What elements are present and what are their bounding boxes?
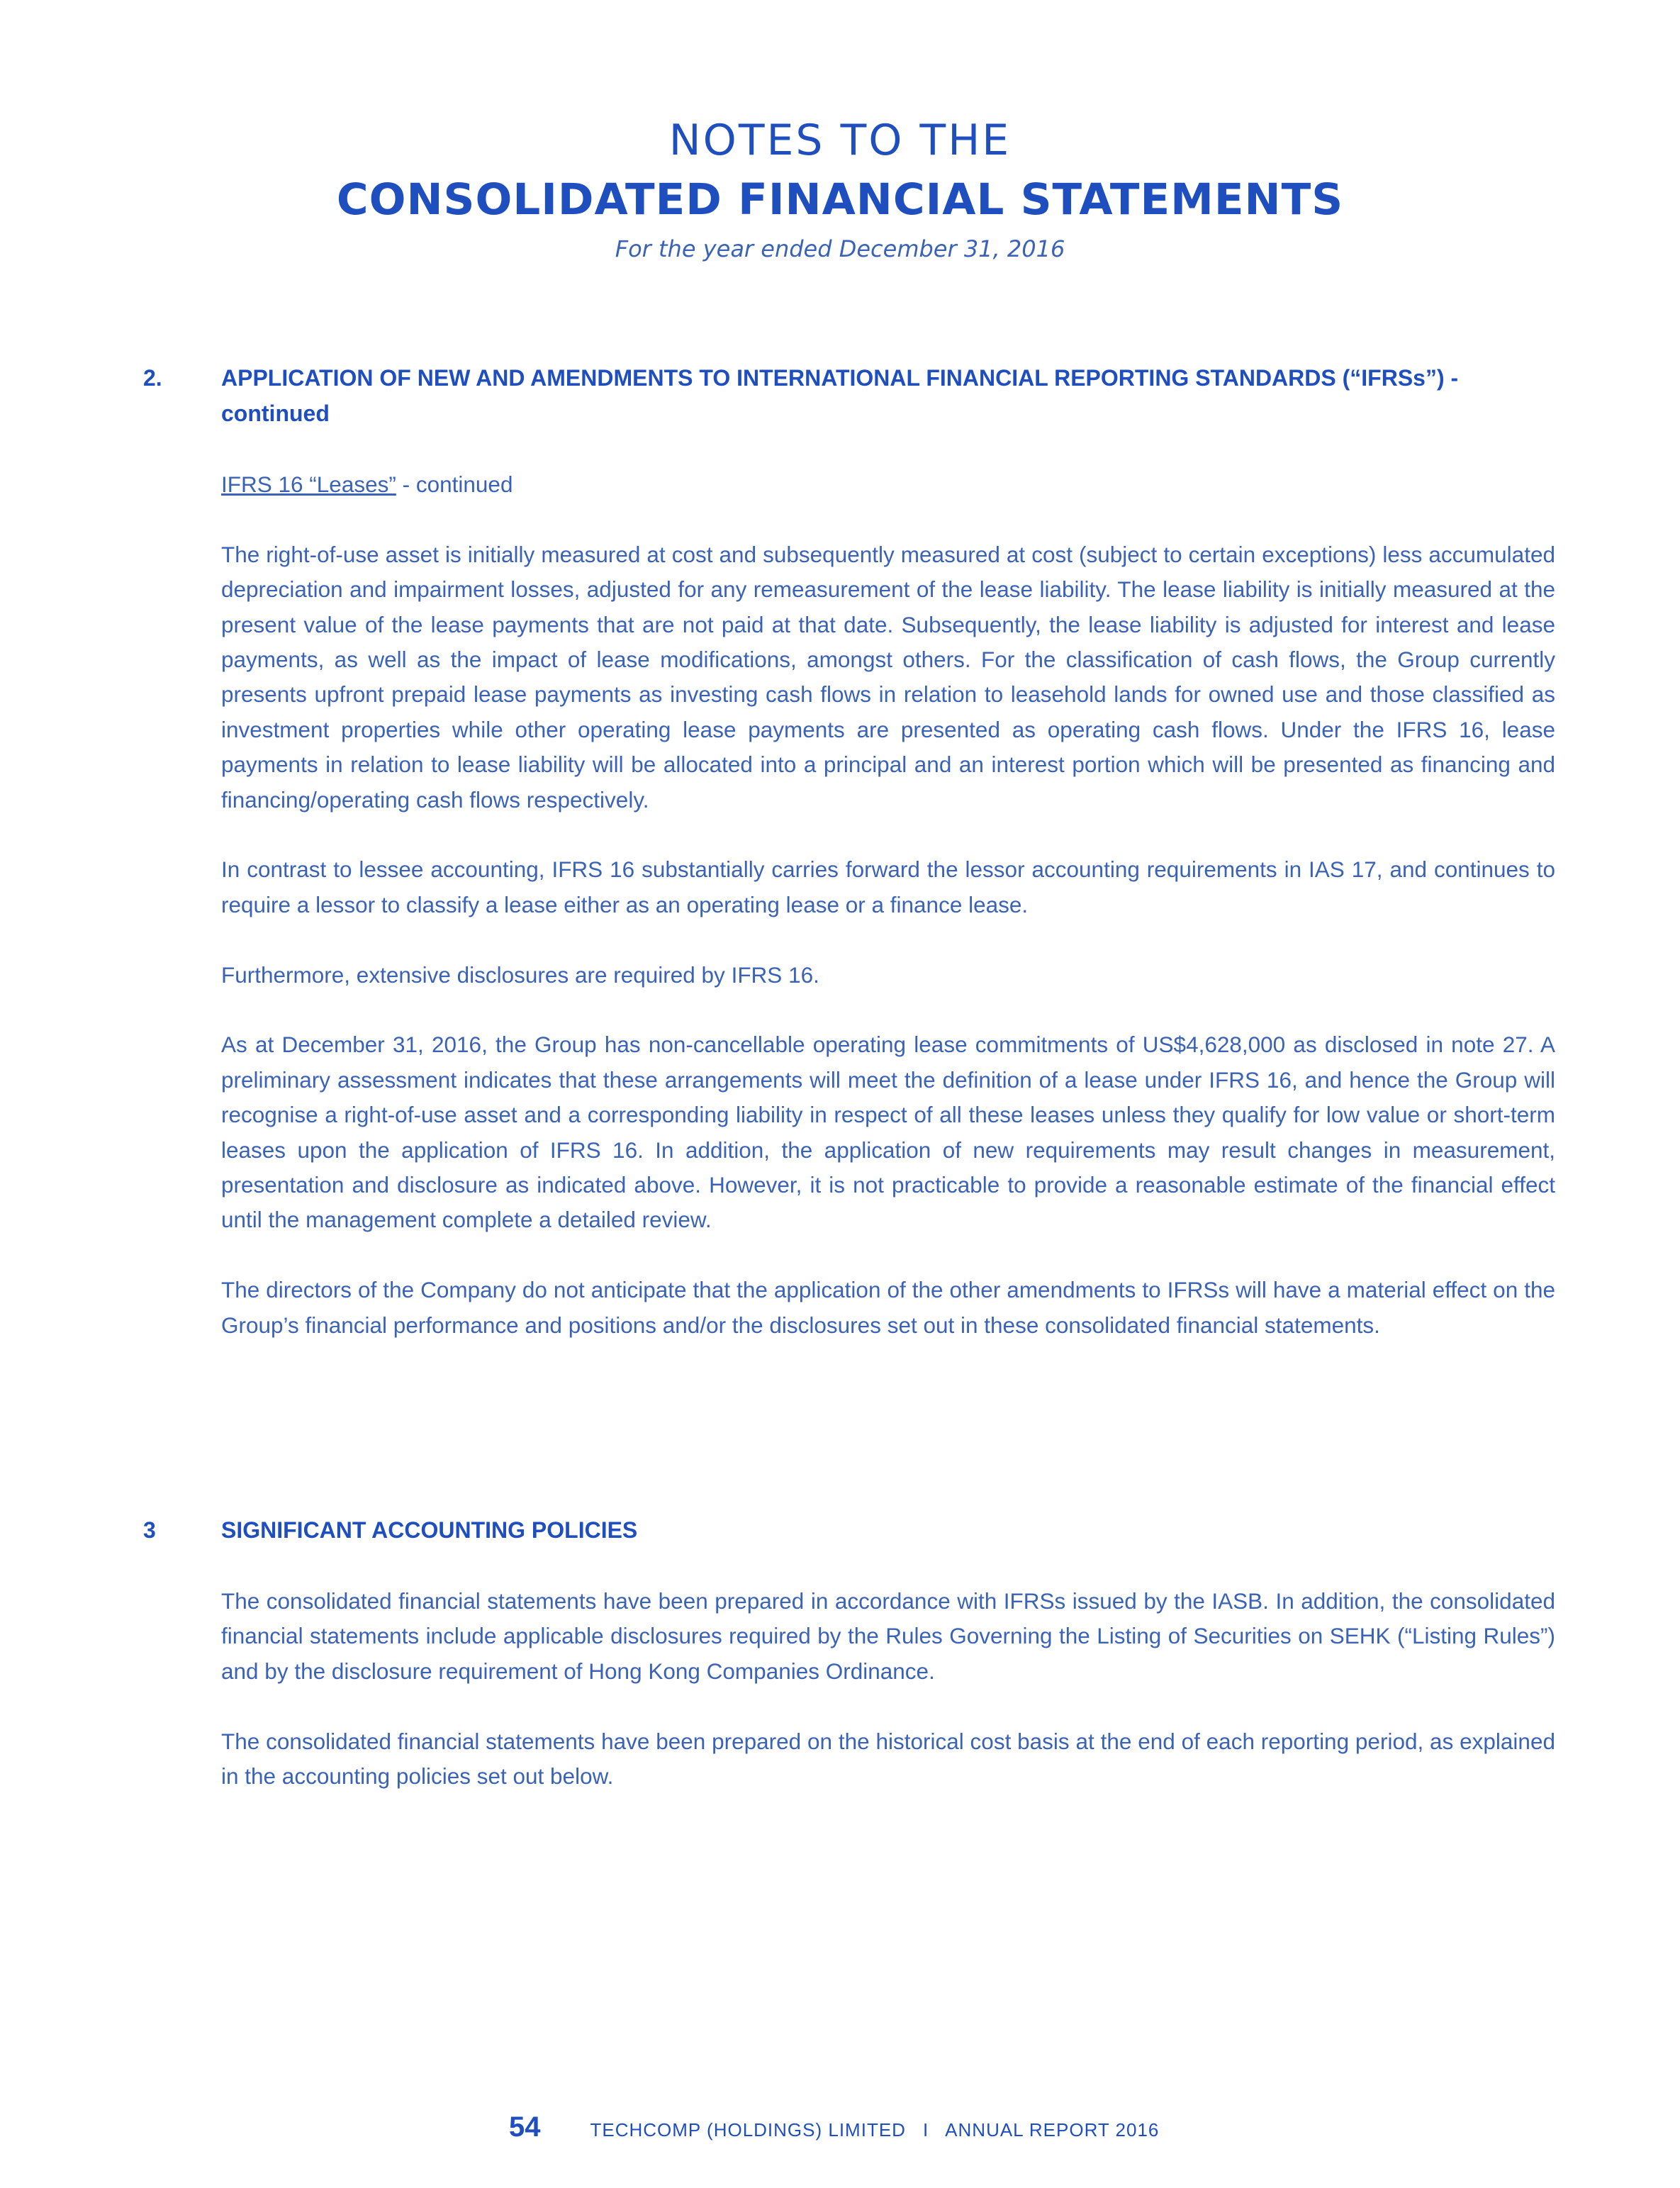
ifrs16-subheading xyxy=(221,467,1555,502)
section-3-number: 3 xyxy=(143,1517,156,1543)
section-2-title: APPLICATION OF NEW AND AMENDMENTS TO INTERNATIONAL FINANCIAL REPORTING STANDARDS (“IFRSs”) - continued xyxy=(221,365,1459,426)
section-2-paragraph: The right-of-use asset is initially measured at cost and subsequently measured at cost (subject to certain exceptions) less accumulated depreciation and impairment losses, adjusted for any remeasurement of the lease liability. The lease liability is initially measured at the present value of the lease payments that are not paid at that date. Subsequently, the lease liability is adjusted for interest and lease payments, as well as the impact of lease modifications, amongst others. For the classification of cash flows, the Group currently presents upfront prepaid lease payments as investing cash flows in relation to leasehold lands for owned use and those classified as investment properties while other operating lease payments are presented as operating cash flows. Under the IFRS 16, lease payments in relation to lease liability will be allocated into a principal and an interest portion which will be presented as financing and financing/operating cash flows respectively. xyxy=(221,541,1555,813)
section-2-number: 2. xyxy=(143,365,162,391)
header-year-ended: For the year ended December 31, 2016 xyxy=(615,235,1065,262)
section-3-title: SIGNIFICANT ACCOUNTING POLICIES xyxy=(221,1517,638,1543)
section-3-body xyxy=(221,1584,1555,1829)
section-2-paragraph: Furthermore, extensive disclosures are required by IFRS 16. xyxy=(221,961,819,988)
footer-report: ANNUAL REPORT 2016 xyxy=(945,2119,1160,2140)
section-2-body xyxy=(221,467,1555,1378)
page-header xyxy=(0,112,1680,267)
footer-separator: I xyxy=(922,2119,929,2140)
ifrs16-subheading-title: IFRS 16 “Leases” xyxy=(221,471,396,497)
page-footer xyxy=(509,2111,1159,2147)
section-3-paragraph: The consolidated financial statements have been prepared in accordance with IFRSs issued by the IASB. In addition, the consolidated financial statements include applicable disclosures required by the Rules Governing the Listing of Securities on SEHK (“Listing Rules”) and by the disclosure requirement of Hong Kong Companies Ordinance. xyxy=(221,1588,1555,1684)
header-notes-to-the: NOTES TO THE xyxy=(668,116,1012,165)
section-2-paragraph: The directors of the Company do not anticipate that the application of the other amendments to IFRSs will have a material effect on the Group’s financial performance and positions and/or the disclosures set out in these consolidated financial statements. xyxy=(221,1277,1555,1338)
ifrs16-subheading-suffix: - continued xyxy=(396,471,513,497)
section-3-paragraph: The consolidated financial statements have been prepared on the historical cost basis at the end of each reporting period, as explained in the accounting policies set out below. xyxy=(221,1728,1555,1790)
section-2-paragraph: In contrast to lessee accounting, IFRS 16 substantially carries forward the lessor accounting requirements in IAS 17, and continues to require a lessor to classify a lease either as an operating lease or a finance lease. xyxy=(221,856,1555,917)
header-consolidated-financial-statements: CONSOLIDATED FINANCIAL STATEMENTS xyxy=(336,174,1344,225)
footer-company: TECHCOMP (HOLDINGS) LIMITED xyxy=(590,2119,906,2140)
page-number: 54 xyxy=(509,2111,541,2143)
section-2-paragraph: As at December 31, 2016, the Group has non-cancellable operating lease commitments of US$4,628,000 as disclosed in note 27. A preliminary assessment indicates that these arrangements will meet the definition of a lease under IFRS 16, and hence the Group will recognise a right-of-use asset and a corresponding liability in respect of all these leases unless they qualify for low value or short-term leases upon the application of IFRS 16. In addition, the application of new requirements may result changes in measurement, presentation and disclosure as indicated above. However, it is not practicable to provide a reasonable estimate of the financial effect until the management complete a detailed review. xyxy=(221,1032,1555,1233)
